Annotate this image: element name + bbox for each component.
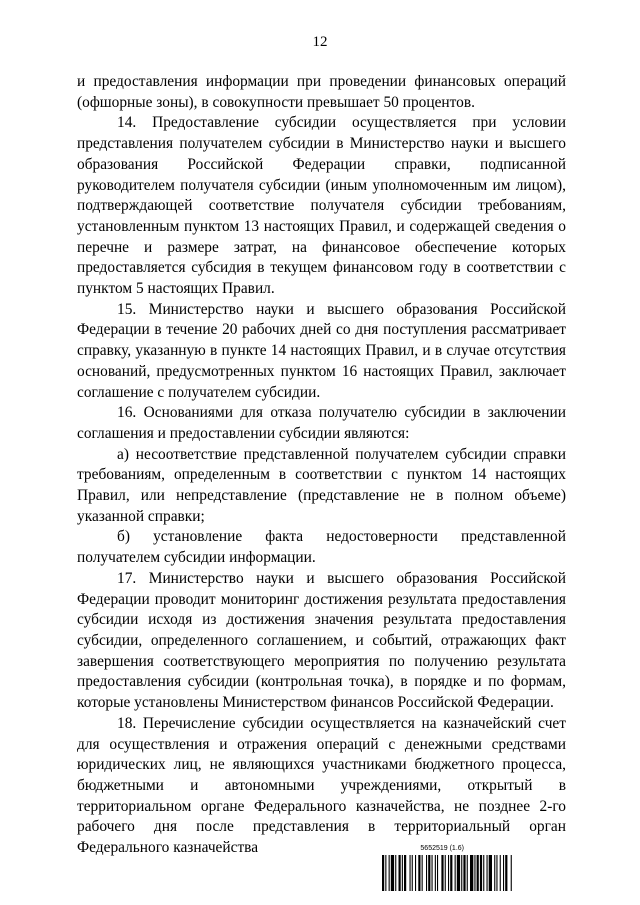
barcode-bar bbox=[382, 855, 384, 891]
barcode-bar bbox=[402, 855, 403, 891]
barcode-bar bbox=[415, 855, 416, 891]
page-number: 12 bbox=[312, 34, 328, 50]
paragraph-continuation: и предоставления информации при проведении финансовых операций (офшорные зоны), в совокупности превышает 50 процентов. bbox=[77, 73, 566, 111]
barcode-bar bbox=[450, 855, 452, 891]
barcode-bar bbox=[463, 855, 465, 891]
barcode-bar bbox=[395, 855, 396, 891]
barcode-bar bbox=[474, 855, 475, 891]
paragraph-item-14: 14. Предоставление субсидии осуществляется при условии представления получателем субсидии в Министерство науки и высшего образования Российской Федерации справки, подписанной руководителем получателя субсидии (иным уполномоченным им лицом), подтверждающей соответствие получателя субсидии требованиям, установленным пунктом 13 настоящих Правил, и содержащей сведения о перечне и размере затрат, на финансовое обеспечение которых предоставляется субсидия в текущем финансовом году в соответствии с пунктом 5 настоящих Правил. bbox=[77, 114, 566, 298]
barcode-bar bbox=[487, 855, 488, 891]
barcode-bar bbox=[428, 855, 430, 891]
barcode-bar bbox=[422, 855, 423, 891]
barcode-bar bbox=[404, 855, 406, 891]
barcode-bar bbox=[496, 855, 497, 891]
barcode-bar bbox=[480, 855, 482, 891]
barcode-bar bbox=[435, 855, 436, 891]
barcode-bar bbox=[385, 855, 386, 891]
paragraph-item-15: 15. Министерство науки и высшего образования Российской Федерации в течение 20 рабочих дней со дня поступления рассматривает справку, указанную в пункте 14 настоящих Правил, и в случае отсутствия оснований, предусмотренных пунктом 16 настоящих Правил, заключает соглашение с получателем субсидии. bbox=[77, 300, 566, 401]
barcode-icon bbox=[382, 855, 568, 891]
barcode-bar bbox=[418, 855, 420, 891]
barcode-number: 5652519 (1.6) bbox=[420, 845, 464, 852]
barcode-bar bbox=[500, 855, 501, 891]
barcode-bar bbox=[477, 855, 479, 891]
paragraph-item-17: 17. Министерство науки и высшего образования Российской Федерации проводит мониторинг достижения результата предоставления субсидии исходя из достижения значения результата предоставления субсидии, определенного соглашением, и событий, отражающих факт завершения соответствующего мероприятия по получению результата предоставления субсидии (контрольная точка), в порядке и по формам, которые установлены Министерством финансов Российской Федерации. bbox=[77, 569, 566, 712]
barcode-bar bbox=[391, 855, 394, 891]
barcode-bar bbox=[399, 855, 401, 891]
barcode-bar bbox=[437, 855, 438, 891]
paragraph-item-18: 18. Перечисление субсидии осуществляется на казначейский счет для осуществления и отражения операций с денежными средствами юридических лиц, не являющихся участниками бюджетного процесса, бюджетными и автономными учреждениями, открытый в территориальном органе Федерального казначейства, не позднее 2-го рабочего дня после представления в территориальный орган Федерального казначейства bbox=[77, 714, 566, 857]
barcode-bar bbox=[467, 855, 468, 891]
barcode-bar bbox=[505, 855, 507, 891]
barcode-bar bbox=[483, 855, 484, 891]
barcode-bar bbox=[489, 855, 492, 891]
barcode-bar bbox=[389, 855, 390, 891]
barcode-bar bbox=[410, 855, 411, 891]
barcode-bar bbox=[461, 855, 462, 891]
document-body bbox=[77, 72, 566, 859]
barcode-bar bbox=[494, 855, 495, 891]
document-barcode bbox=[382, 845, 568, 893]
barcode-bar bbox=[445, 855, 446, 891]
paragraph-item-16: 16. Основаниями для отказа получателю субсидии в заключении соглашения и предоставлении субсидии являются: bbox=[77, 404, 566, 442]
barcode-bar bbox=[448, 855, 449, 891]
paragraph-subitem-a: а) несоответствие представленной получателем субсидии справки требованиям, определенным в соответствии с пунктом 14 настоящих Правил, или непредставление (представление не в полном объеме) указанной справки; bbox=[77, 445, 566, 525]
barcode-bar bbox=[503, 855, 504, 891]
barcode-bar bbox=[426, 855, 427, 891]
barcode-bar bbox=[441, 855, 443, 891]
barcode-bar bbox=[457, 855, 460, 891]
barcode-bar bbox=[470, 855, 473, 891]
barcode-bar bbox=[412, 855, 413, 891]
paragraph-subitem-b: б) установление факта недостоверности представленной получателем субсидии информации. bbox=[77, 528, 566, 567]
barcode-bar bbox=[455, 855, 456, 891]
barcode-bar bbox=[432, 855, 433, 891]
barcode-bar bbox=[511, 855, 512, 891]
